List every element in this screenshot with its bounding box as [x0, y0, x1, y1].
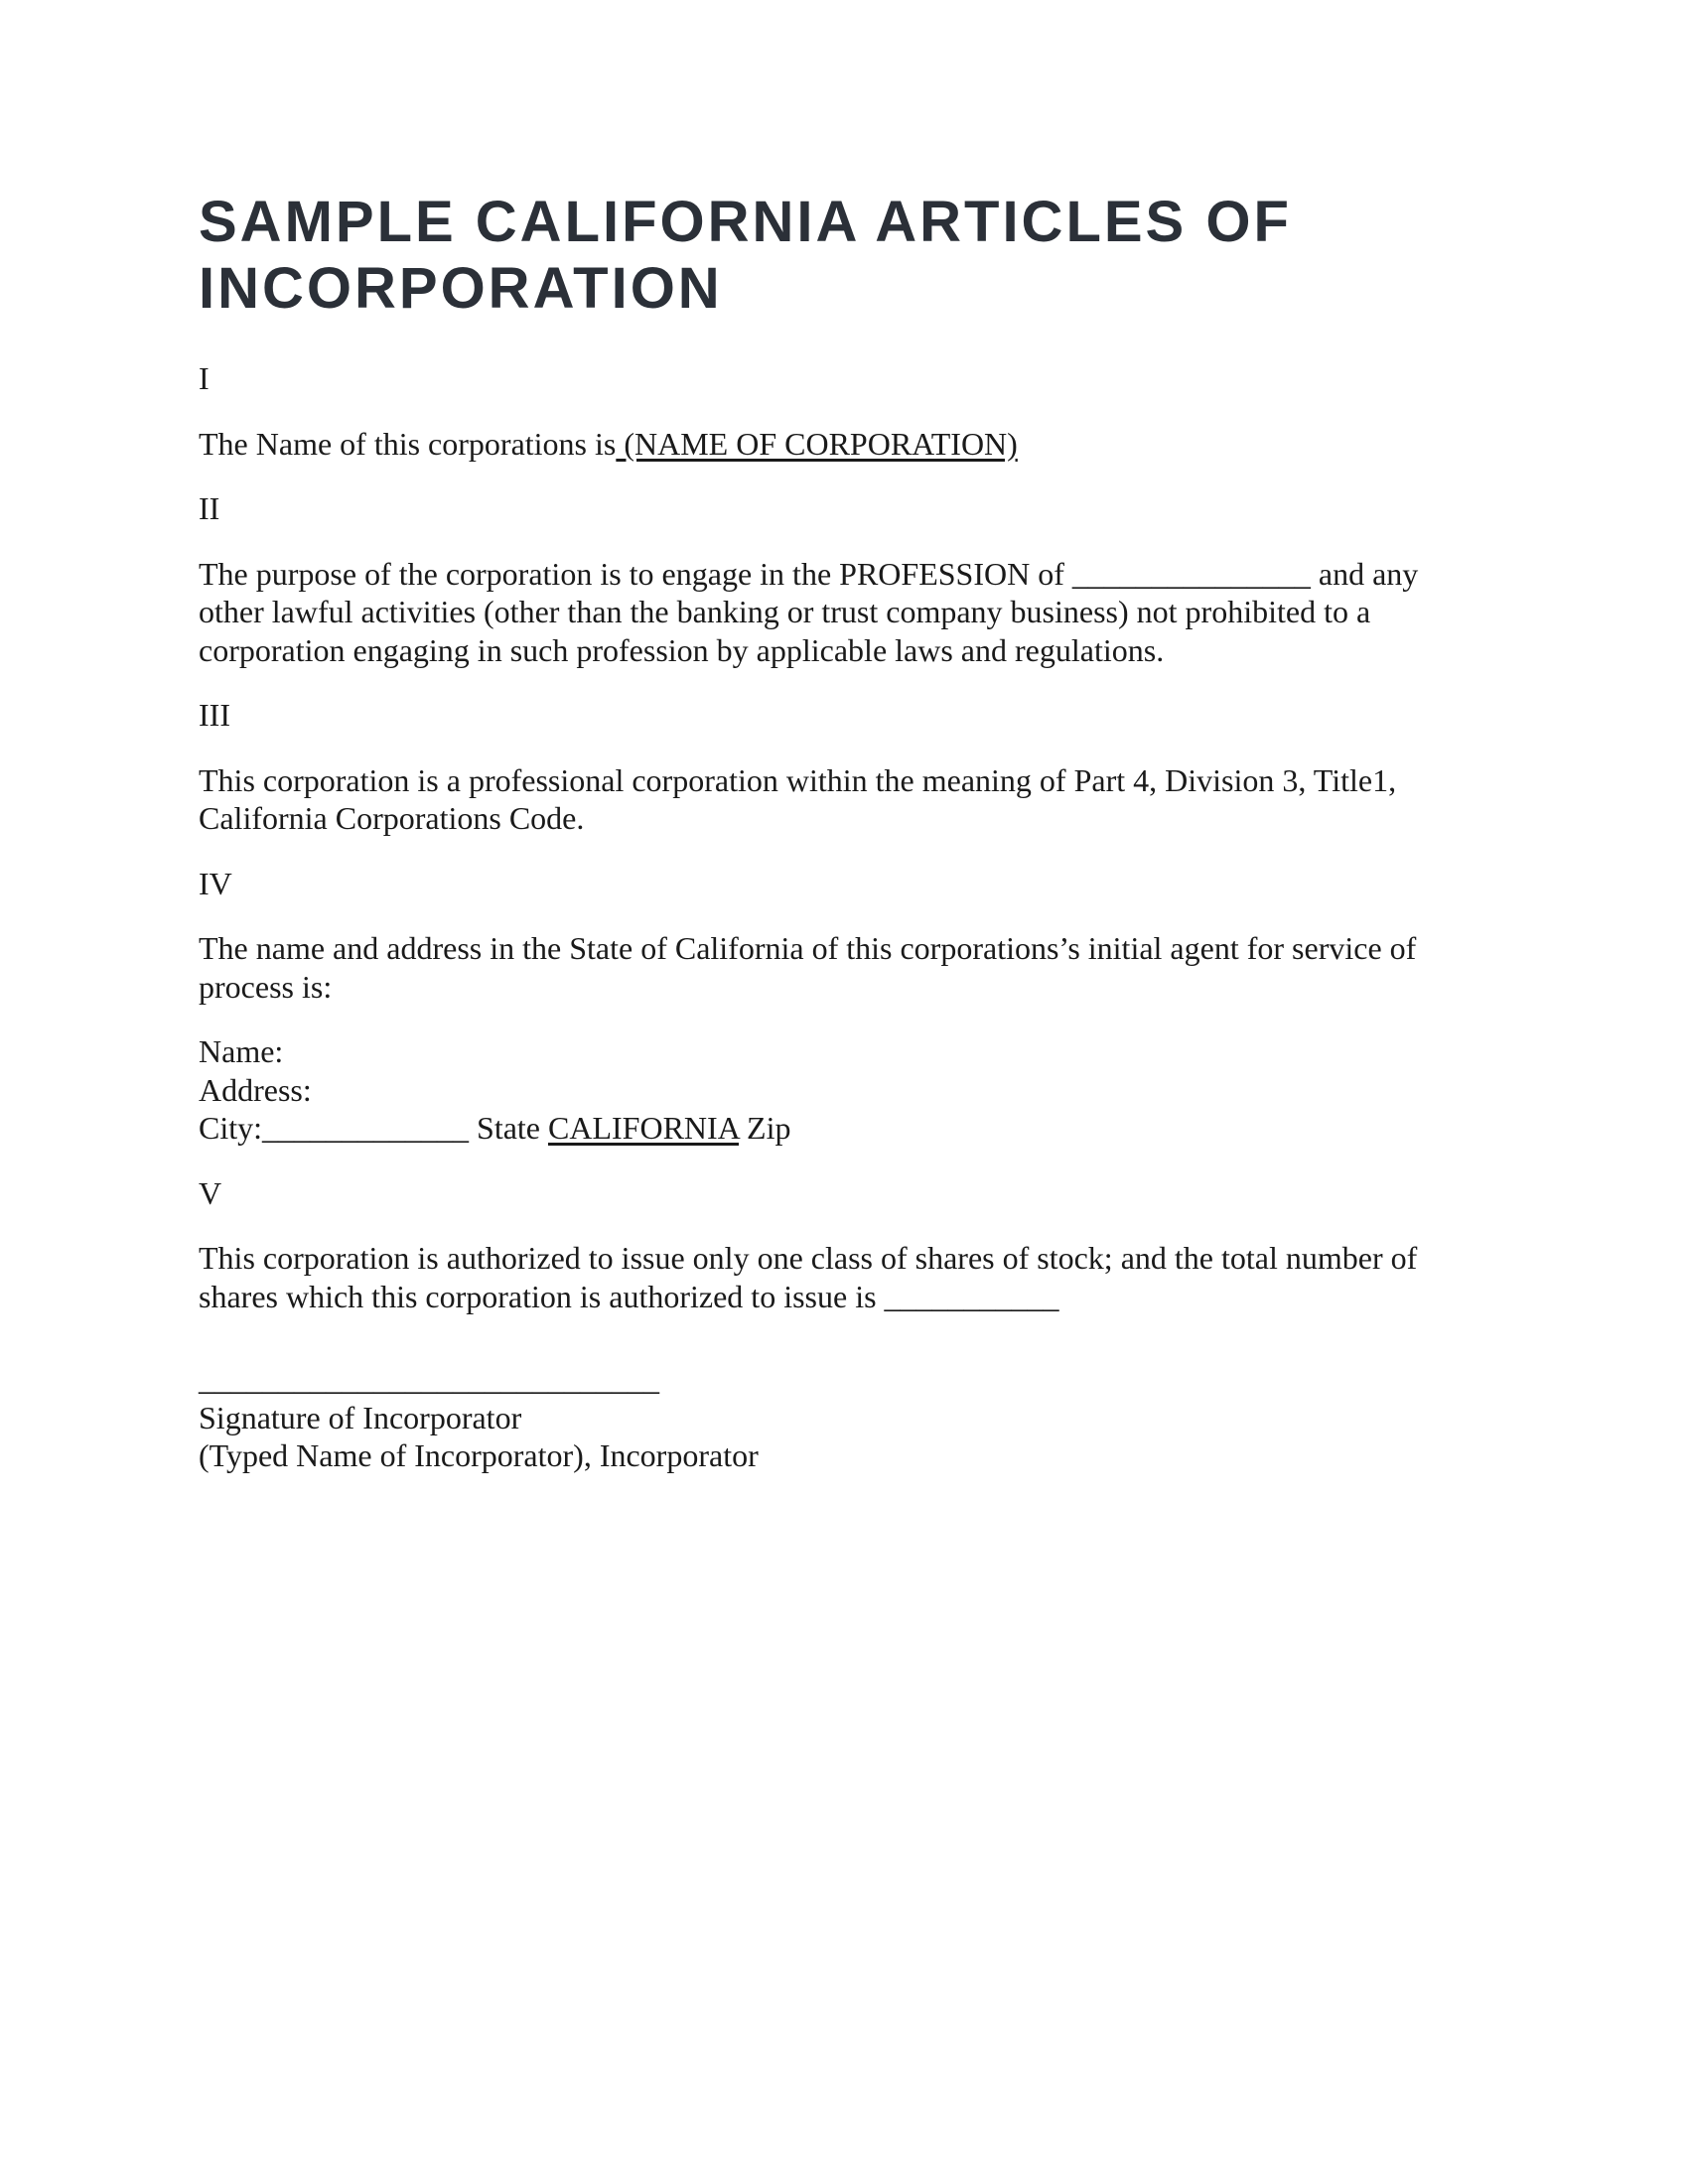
article-ii-line-2: other lawful activities (other than the banking or trust company business) not prohibited to a [199, 594, 1371, 629]
article-i-text [199, 425, 1509, 464]
article-numeral-i: I [199, 360, 210, 396]
agent-address-label: Address: [199, 1071, 312, 1108]
article-numeral-iv: IV [199, 865, 232, 901]
article-v-text [199, 1239, 1509, 1315]
typed-name-caption: (Typed Name of Incorporator), Incorporator [199, 1437, 759, 1473]
article-ii-line-1: The purpose of the corporation is to engage in the PROFESSION of _______________ and any [199, 555, 1419, 592]
agent-city-state-zip [199, 1109, 1509, 1148]
agent-city-label: City:_____________ [199, 1110, 470, 1146]
article-ii-text [199, 555, 1509, 670]
corporation-name-placeholder: (NAME OF CORPORATION) [616, 425, 1018, 462]
article-iii-text [199, 761, 1509, 838]
article-iv-line-2: process is: [199, 968, 333, 1005]
article-iii-line-1: This corporation is a professional corporation within the meaning of Part 4, Division 3, Title1, [199, 761, 1397, 798]
agent-name-label: Name: [199, 1033, 284, 1069]
signature-caption: Signature of Incorporator [199, 1399, 522, 1435]
agent-zip-label: Zip [739, 1110, 791, 1146]
article-v-line-1: This corporation is authorized to issue only one class of shares of stock; and the total number of [199, 1240, 1418, 1276]
title-line-2: INCORPORATION [199, 256, 723, 321]
signature-block [199, 1360, 1509, 1475]
document-page [199, 189, 1509, 1475]
article-iv-line-1: The name and address in the State of California of this corporations’s initial agent for service of [199, 930, 1417, 966]
agent-state-value: CALIFORNIA [548, 1110, 740, 1146]
article-numeral-ii: II [199, 490, 220, 526]
agent-state-label: State [469, 1110, 548, 1146]
title-line-1: SAMPLE CALIFORNIA ARTICLES OF [199, 190, 1292, 254]
signature-line: _____________________________ [199, 1361, 659, 1397]
article-ii-line-3: corporation engaging in such profession by applicable laws and regulations. [199, 631, 1165, 668]
article-iv-text [199, 929, 1509, 1006]
agent-details [199, 1032, 1509, 1148]
document-title [199, 189, 1509, 322]
article-i-lead: The Name of this corporations is [199, 425, 617, 462]
article-numeral-v: V [199, 1174, 222, 1211]
article-v-line-2: shares which this corporation is authorized to issue is ___________ [199, 1278, 1059, 1314]
article-numeral-iii: III [199, 697, 230, 733]
article-iii-line-2: California Corporations Code. [199, 800, 585, 836]
